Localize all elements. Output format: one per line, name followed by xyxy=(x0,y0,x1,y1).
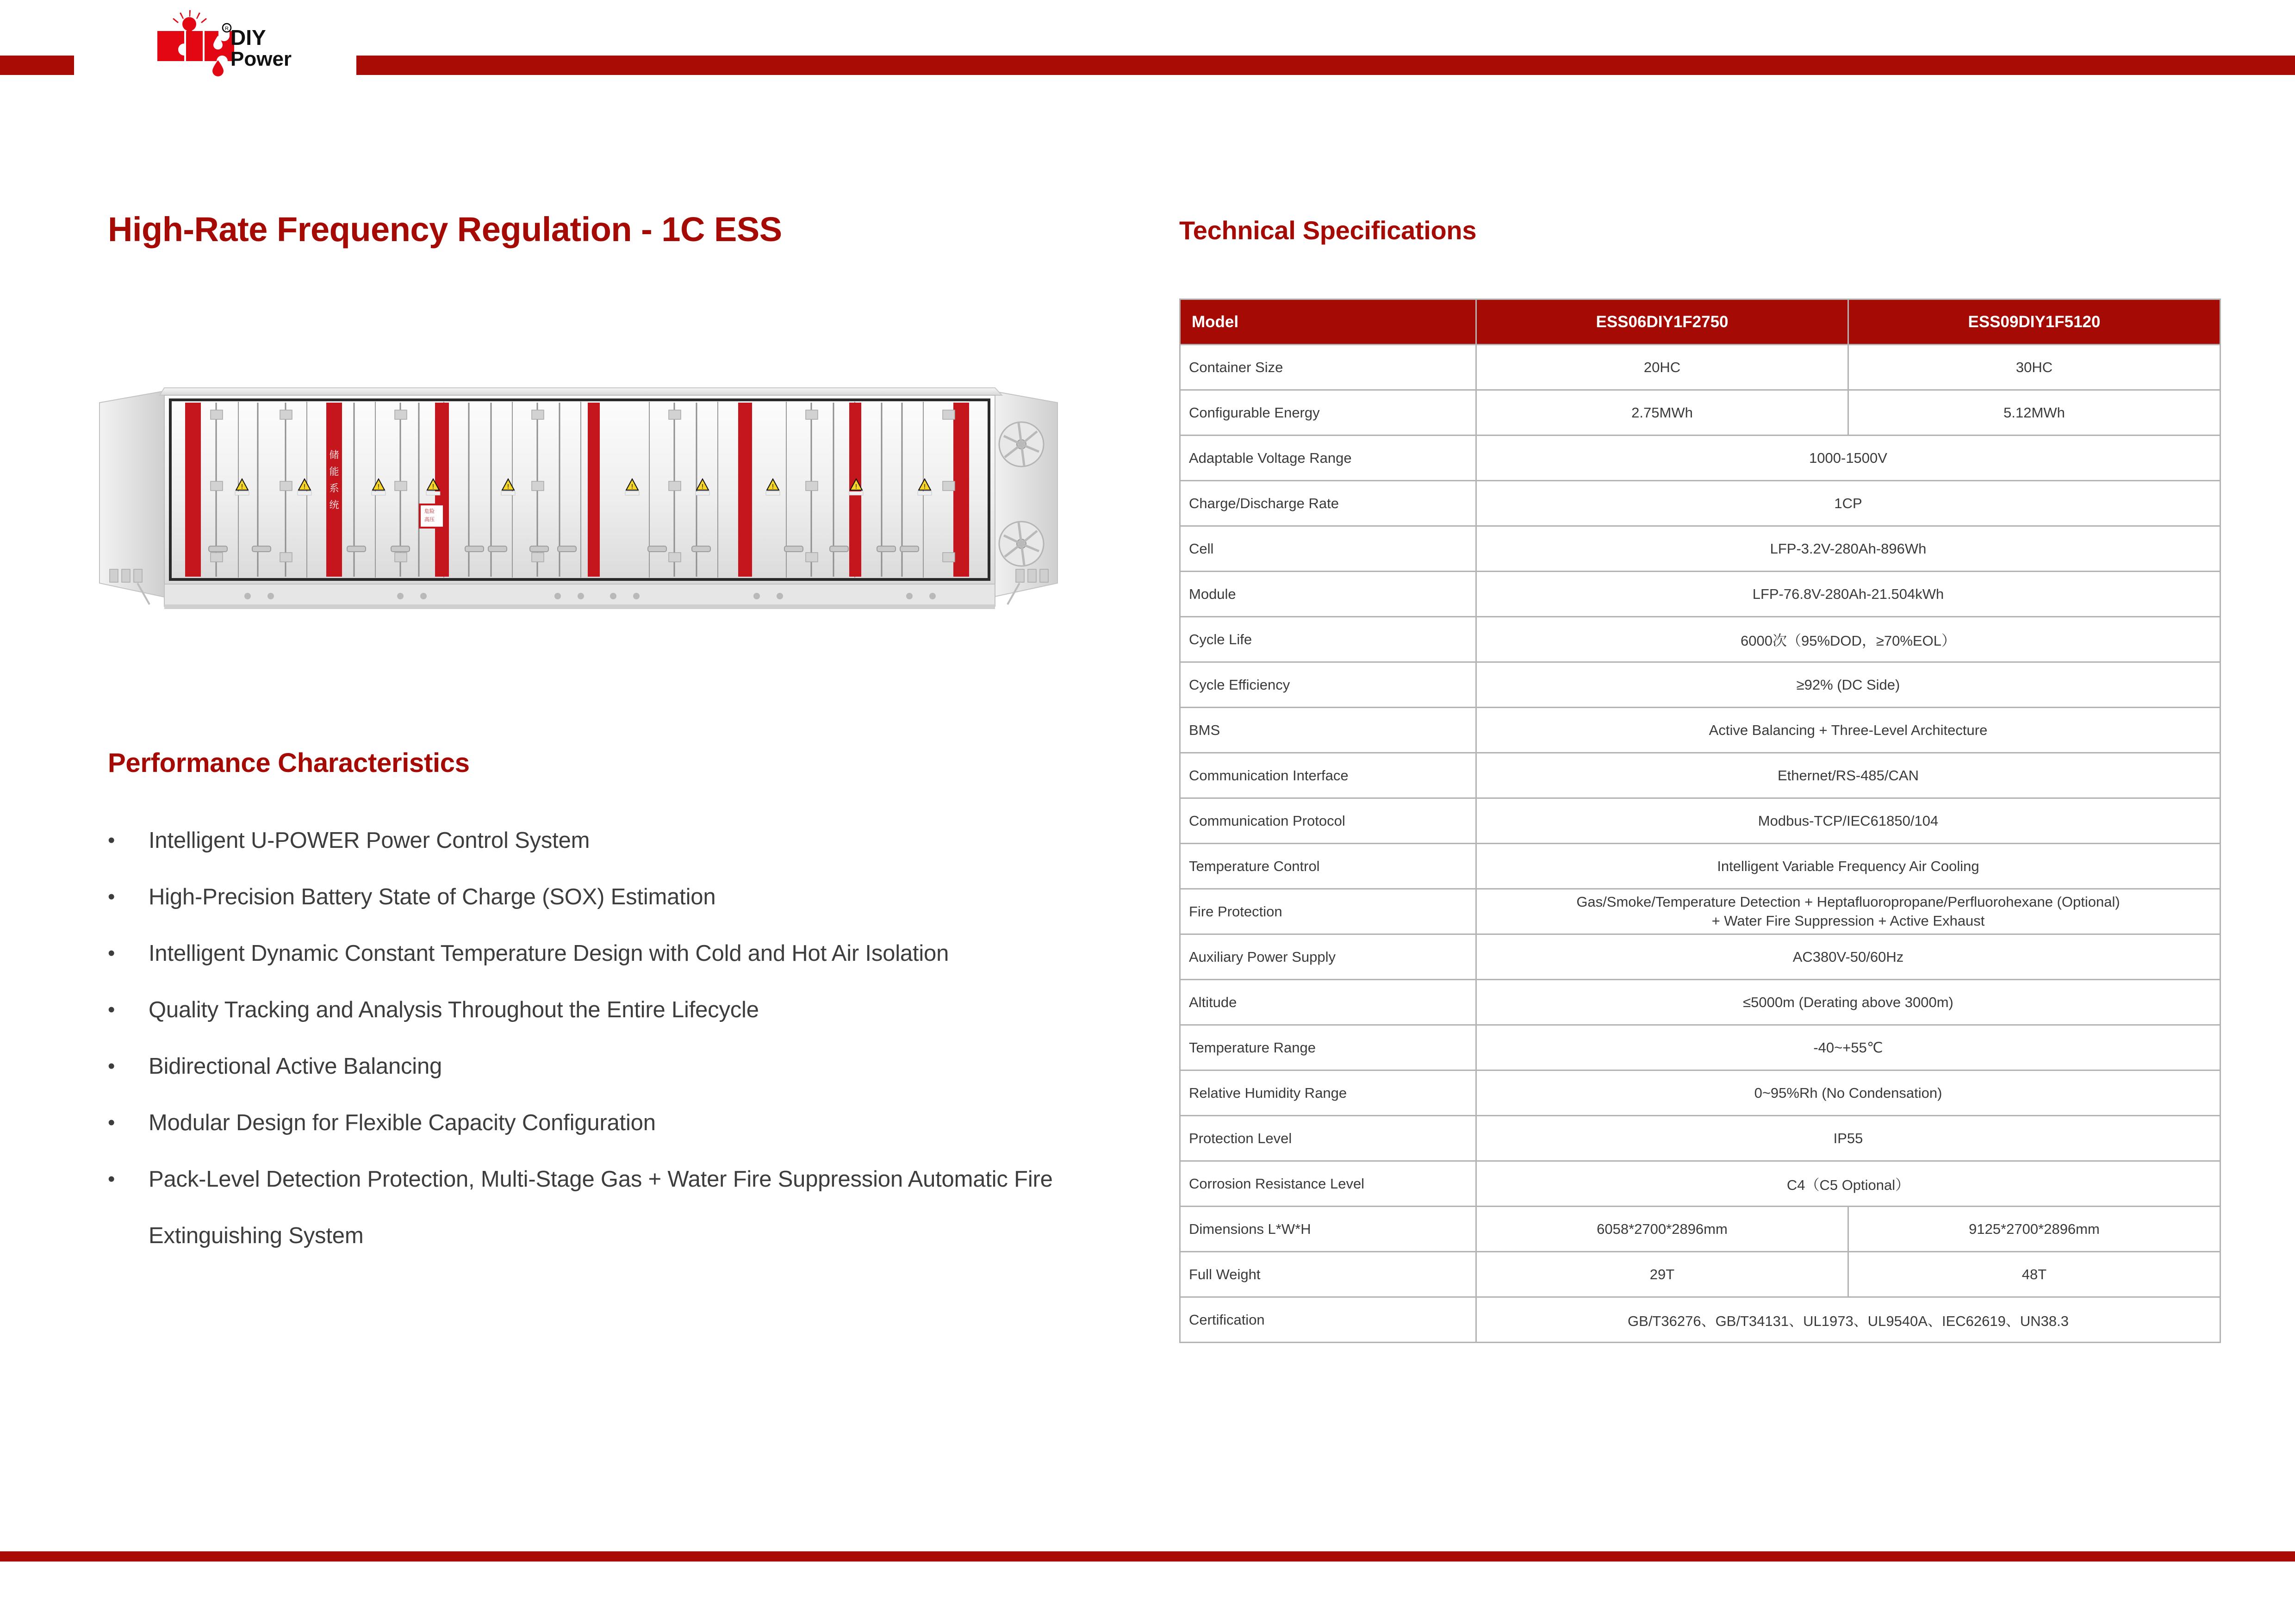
spec-label: Auxiliary Power Supply xyxy=(1180,934,1476,980)
table-row xyxy=(1180,526,2220,572)
svg-text:!: ! xyxy=(241,483,243,491)
bullet-icon: • xyxy=(108,1111,115,1134)
table-row xyxy=(1180,1116,2220,1161)
spec-label: Communication Protocol xyxy=(1180,798,1476,844)
spec-value-model-1: 29T xyxy=(1476,1252,1848,1297)
list-item-label: Pack-Level Detection Protection, Multi-Stage Gas + Water Fire Suppression Automatic Fire Extinguishing System xyxy=(149,1167,1053,1248)
table-header-row xyxy=(1180,299,2220,345)
bullet-icon: • xyxy=(108,1055,115,1077)
spec-value: C4（C5 Optional） xyxy=(1476,1161,2220,1207)
table-row xyxy=(1180,1297,2220,1343)
list-item xyxy=(104,1038,1141,1095)
spec-label: Corrosion Resistance Level xyxy=(1180,1161,1476,1207)
spec-value-model-1: 6058*2700*2896mm xyxy=(1476,1207,1848,1252)
table-row xyxy=(1180,980,2220,1025)
spec-value-model-2: 30HC xyxy=(1848,345,2220,390)
bullet-icon: • xyxy=(108,942,115,964)
header-bar xyxy=(0,56,2295,75)
svg-text:能: 能 xyxy=(329,466,339,477)
spec-value: 6000次（95%DOD，≥70%EOL） xyxy=(1476,617,2220,662)
list-item xyxy=(104,1151,1141,1264)
bullet-icon: • xyxy=(108,885,115,908)
header-bar-right-segment xyxy=(356,56,2295,75)
spec-label: Temperature Control xyxy=(1180,844,1476,889)
header-bar-left-segment xyxy=(0,56,74,75)
svg-text:系: 系 xyxy=(329,483,339,494)
table-body xyxy=(1180,345,2220,1343)
spec-label: BMS xyxy=(1180,708,1476,753)
list-item-label: Quality Tracking and Analysis Throughout the Entire Lifecycle xyxy=(149,997,759,1022)
spec-label: Configurable Energy xyxy=(1180,390,1476,436)
list-item-label: Modular Design for Flexible Capacity Configuration xyxy=(149,1110,656,1135)
list-item xyxy=(104,869,1141,925)
column-header-model-1: ESS06DIY1F2750 xyxy=(1476,299,1848,345)
table-row xyxy=(1180,390,2220,436)
spec-label: Dimensions L*W*H xyxy=(1180,1207,1476,1252)
spec-value: Active Balancing + Three-Level Architecture xyxy=(1476,708,2220,753)
list-item-label: Intelligent U-POWER Power Control System xyxy=(149,828,590,853)
table-row xyxy=(1180,844,2220,889)
svg-text:高压: 高压 xyxy=(424,516,435,523)
technical-specifications-table xyxy=(1179,299,2221,1343)
table-row xyxy=(1180,481,2220,526)
spec-label: Full Weight xyxy=(1180,1252,1476,1297)
table-row xyxy=(1180,662,2220,708)
spec-label: Cell xyxy=(1180,526,1476,572)
table-row xyxy=(1180,345,2220,390)
svg-text:!: ! xyxy=(507,483,510,491)
bullet-icon: • xyxy=(108,998,115,1021)
spec-value-model-1: 20HC xyxy=(1476,345,1848,390)
svg-text:!: ! xyxy=(701,483,704,491)
svg-text:!: ! xyxy=(303,483,306,491)
spec-value-model-2: 5.12MWh xyxy=(1848,390,2220,436)
spec-value: ≤5000m (Derating above 3000m) xyxy=(1476,980,2220,1025)
product-image-ess-container xyxy=(95,366,1062,639)
spec-label: Fire Protection xyxy=(1180,889,1476,934)
svg-text:R: R xyxy=(225,26,229,31)
list-item-label: Intelligent Dynamic Constant Temperature Design with Cold and Hot Air Isolation xyxy=(149,941,949,966)
column-header-model: Model xyxy=(1180,299,1476,345)
footer-bar xyxy=(0,1551,2295,1562)
spec-label: Relative Humidity Range xyxy=(1180,1070,1476,1116)
spec-value: IP55 xyxy=(1476,1116,2220,1161)
list-item xyxy=(104,812,1141,869)
spec-label: Temperature Range xyxy=(1180,1025,1476,1070)
spec-value-model-2: 9125*2700*2896mm xyxy=(1848,1207,2220,1252)
performance-bullet-list xyxy=(104,812,1141,1264)
spec-value: 1CP xyxy=(1476,481,2220,526)
svg-text:统: 统 xyxy=(329,499,339,510)
spec-label: Adaptable Voltage Range xyxy=(1180,436,1476,481)
spec-value: 0~95%Rh (No Condensation) xyxy=(1476,1070,2220,1116)
spec-label: Communication Interface xyxy=(1180,753,1476,798)
bullet-icon: • xyxy=(108,1168,115,1190)
svg-text:!: ! xyxy=(631,483,634,491)
spec-value: Intelligent Variable Frequency Air Cooling xyxy=(1476,844,2220,889)
spec-label: Charge/Discharge Rate xyxy=(1180,481,1476,526)
svg-text:储: 储 xyxy=(329,449,339,460)
spec-value-model-1: 2.75MWh xyxy=(1476,390,1848,436)
table-row xyxy=(1180,753,2220,798)
performance-characteristics-heading: Performance Characteristics xyxy=(108,748,470,778)
spec-value: 1000-1500V xyxy=(1476,436,2220,481)
spec-value: GB/T36276、GB/T34131、UL1973、UL9540A、IEC62619、UN38.3 xyxy=(1476,1297,2220,1343)
svg-text:!: ! xyxy=(432,483,435,491)
table-row xyxy=(1180,1161,2220,1207)
logo-wordmark-diy: DIY xyxy=(230,25,266,50)
spec-label: Cycle Efficiency xyxy=(1180,662,1476,708)
page-title: High-Rate Frequency Regulation - 1C ESS xyxy=(108,210,782,249)
spec-value: LFP-3.2V-280Ah-896Wh xyxy=(1476,526,2220,572)
list-item-label: Bidirectional Active Balancing xyxy=(149,1054,442,1079)
spec-label: Certification xyxy=(1180,1297,1476,1343)
table-row xyxy=(1180,1252,2220,1297)
spec-value: Ethernet/RS-485/CAN xyxy=(1476,753,2220,798)
table-row xyxy=(1180,934,2220,980)
svg-text:危险: 危险 xyxy=(424,508,435,514)
bullet-icon: • xyxy=(108,829,115,852)
column-header-model-2: ESS09DIY1F5120 xyxy=(1848,299,2220,345)
table-row xyxy=(1180,1070,2220,1116)
list-item-label: High-Precision Battery State of Charge (SOX) Estimation xyxy=(149,884,716,909)
spec-value: ≥92% (DC Side) xyxy=(1476,662,2220,708)
spec-label: Cycle Life xyxy=(1180,617,1476,662)
list-item xyxy=(104,925,1141,982)
spec-value: -40~+55℃ xyxy=(1476,1025,2220,1070)
spec-label: Protection Level xyxy=(1180,1116,1476,1161)
svg-text:!: ! xyxy=(923,483,926,491)
diy-power-logo xyxy=(132,10,326,77)
technical-specifications-heading: Technical Specifications xyxy=(1179,216,1477,245)
list-item xyxy=(104,1095,1141,1151)
spec-value-model-2: 48T xyxy=(1848,1252,2220,1297)
spec-value: AC380V-50/60Hz xyxy=(1476,934,2220,980)
table-row xyxy=(1180,436,2220,481)
svg-text:!: ! xyxy=(855,483,858,491)
spec-label: Container Size xyxy=(1180,345,1476,390)
table-row xyxy=(1180,889,2220,934)
table-row xyxy=(1180,572,2220,617)
left-content-column xyxy=(108,211,1140,248)
spec-value: Gas/Smoke/Temperature Detection + Heptafluoropropane/Perfluorohexane (Optional) + Water Fire Suppression + Active Exhaust xyxy=(1476,889,2220,934)
spec-label: Altitude xyxy=(1180,980,1476,1025)
table-row xyxy=(1180,798,2220,844)
spec-value: LFP-76.8V-280Ah-21.504kWh xyxy=(1476,572,2220,617)
svg-text:!: ! xyxy=(377,483,380,491)
spec-value: Modbus-TCP/IEC61850/104 xyxy=(1476,798,2220,844)
logo-wordmark-power: Power xyxy=(230,48,292,70)
svg-text:!: ! xyxy=(771,483,774,491)
list-item xyxy=(104,982,1141,1038)
table-row xyxy=(1180,708,2220,753)
table-row xyxy=(1180,1207,2220,1252)
spec-label: Module xyxy=(1180,572,1476,617)
table-row xyxy=(1180,617,2220,662)
table-row xyxy=(1180,1025,2220,1070)
